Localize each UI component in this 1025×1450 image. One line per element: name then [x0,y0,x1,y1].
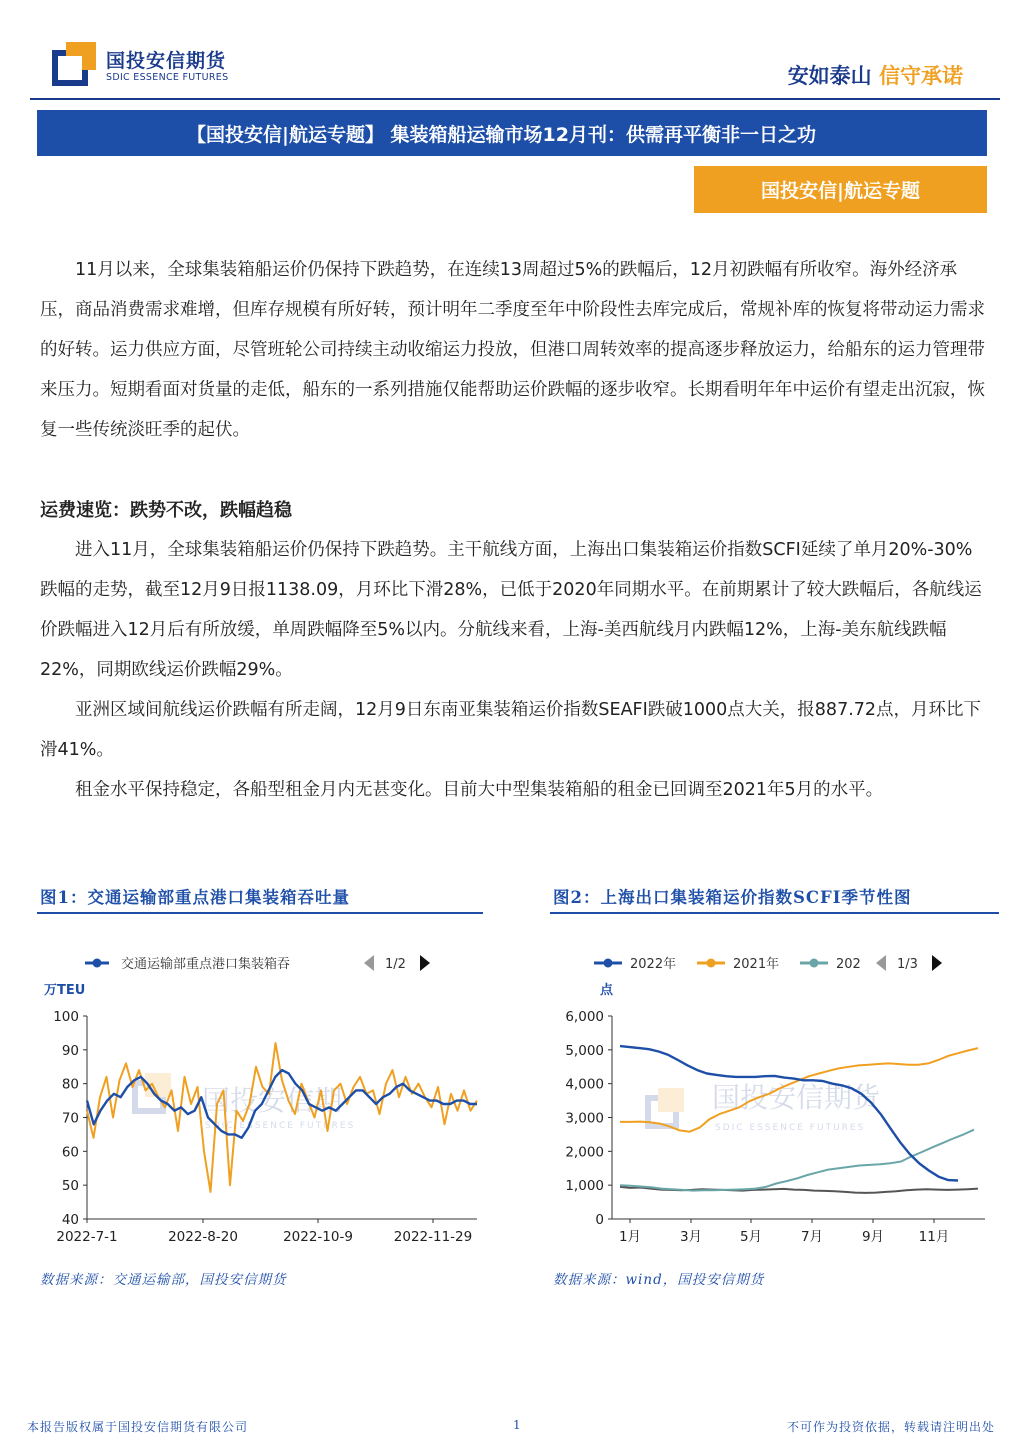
figure2-chart [550,935,1000,1255]
figure2-watermark-sub: SDIC ESSENCE FUTURES [715,1123,866,1133]
y-tick-label: 80 [61,1076,79,1093]
series-line-2 [620,1130,974,1191]
figure2-unit: 点 [600,983,614,998]
figure2-pager: 1/3 [897,957,918,972]
y-tick-label: 6,000 [565,1009,604,1025]
y-tick-label: 0 [595,1212,604,1228]
y-tick-label: 1,000 [565,1178,604,1195]
y-tick-label: 90 [61,1042,79,1059]
company-logo [52,42,96,86]
figure2-title: 图2：上海出口集装箱运价指数SCFI季节性图 [553,888,912,907]
y-tick-label: 100 [53,1009,79,1025]
y-tick-label: 4,000 [565,1076,604,1093]
slogan [788,60,963,90]
y-tick-label: 60 [61,1144,79,1161]
report-title: 【国投安信|航运专题】 集装箱船运输市场12月刊：供需再平衡非一日之功 [37,110,987,156]
paragraph-charter: 租金水平保持稳定，各船型租金月内无甚变化。目前大中型集装箱船的租金已回调至2021年5月的水平。 [75,780,884,800]
figure1-source: 数据来源：交通运输部，国投安信期货 [40,1272,287,1288]
figure1-legend [85,955,430,972]
figure2-source: 数据来源：wind，国投安信期货 [553,1272,765,1288]
x-tick-label: 9月 [861,1229,885,1245]
x-tick-label: 3月 [679,1229,703,1245]
figure2-rule [550,912,999,914]
x-tick-label: 2022-8-20 [168,1229,238,1245]
figure1-pager: 1/2 [385,957,406,972]
y-tick-label: 5,000 [565,1042,604,1059]
x-tick-label: 2022-10-9 [283,1229,353,1245]
figure1-chart [37,935,487,1255]
logo-mark-icon [52,42,96,86]
figure1-watermark-text: 国投安信期 [202,1084,343,1117]
figure2-legend-label-1: 2021年 [733,957,780,972]
paragraph-asia: 亚洲区域间航线运价跌幅有所走阔，12月9日东南亚集装箱运价指数SEAFI跌破1000点大关，报887.72点，月环比下滑41%。 [40,700,982,760]
section-heading: 运费速览：跌势不改，跌幅趋稳 [40,500,292,521]
x-tick-label: 5月 [739,1229,763,1245]
y-tick-label: 3,000 [565,1110,604,1127]
topic-tag: 国投安信|航运专题 [694,166,987,213]
footer-copyright: 本报告版权属于国投安信期货有限公司 [27,1420,249,1434]
x-tick-label: 7月 [800,1229,824,1245]
y-tick-label: 2,000 [565,1144,604,1161]
figure2-watermark [645,1081,882,1133]
figure2-legend-label-2: 202 [836,957,861,972]
figure1-legend-label: 交通运输部重点港口集装箱吞 [121,957,291,972]
header-divider [30,98,1000,100]
legend-prev-icon[interactable] [876,955,886,971]
page-number: 1 [513,1418,522,1432]
slogan-part2: 信守承诺 [879,64,963,88]
slogan-part1: 安如泰山 [787,64,872,88]
paragraph-summary: 11月以来，全球集装箱船运价仍保持下跌趋势，在连续13周超过5%的跌幅后，12月初跌幅有所收窄。海外经济承压，商品消费需求难增，但库存规模有所好转，预计明年二季度至年中阶段性去库完成后，常规补库的恢复将带动运力需求的好转。运力供应方面，尽管班轮公司持续主动收缩运力投放，但港口周转效率的提高逐步释放运力，给船东的运力管理带来压力。短期看面对货量的走低，船东的一系列措施仅能帮助运价跌幅的逐步收窄。长期看明年年中运价有望走出沉寂，恢复一些传统淡旺季的起伏。 [40,260,985,440]
y-tick-label: 40 [61,1212,79,1228]
footer-disclaimer: 不可作为投资依据，转载请注明出处 [786,1420,995,1434]
figure2-legend-label-0: 2022年 [630,957,677,972]
figure2-watermark-text: 国投安信期货 [712,1081,881,1114]
x-tick-label: 1月 [618,1229,642,1245]
y-tick-label: 70 [61,1110,79,1127]
figure1-unit: 万TEU [44,983,86,998]
figure1-rule [37,912,483,914]
series-line-1 [87,1043,477,1192]
figure1-title: 图1：交通运输部重点港口集装箱吞吐量 [40,888,350,907]
x-tick-label: 2022-7-1 [56,1229,118,1245]
x-tick-label: 2022-11-29 [393,1229,473,1245]
figure2-legend [594,955,942,972]
legend-next-icon[interactable] [932,955,942,971]
logo-text-en: SDIC ESSENCE FUTURES [106,72,229,83]
y-tick-label: 50 [61,1178,79,1195]
legend-next-icon[interactable] [420,955,430,971]
logo-text-cn: 国投安信期货 [106,50,227,72]
x-tick-label: 11月 [918,1229,950,1245]
paragraph-freight: 进入11月，全球集装箱船运价仍保持下跌趋势。主干航线方面，上海出口集装箱运价指数SCFI延续了单月20%-30%跌幅的走势，截至12月9日报1138.09，月环比下滑28%，已低于2020年同期水平。在前期累计了较大跌幅后，各航线运价跌幅进入12月后有所放缓，单周跌幅降至5%以内。分航线来看，上海-美西航线月内跌幅12%，上海-美东航线跌幅22%，同期欧线运价跌幅29%。 [40,540,982,680]
figure1-watermark-sub: SDIC ESSENCE FUTURES [205,1121,356,1131]
legend-prev-icon[interactable] [364,955,374,971]
